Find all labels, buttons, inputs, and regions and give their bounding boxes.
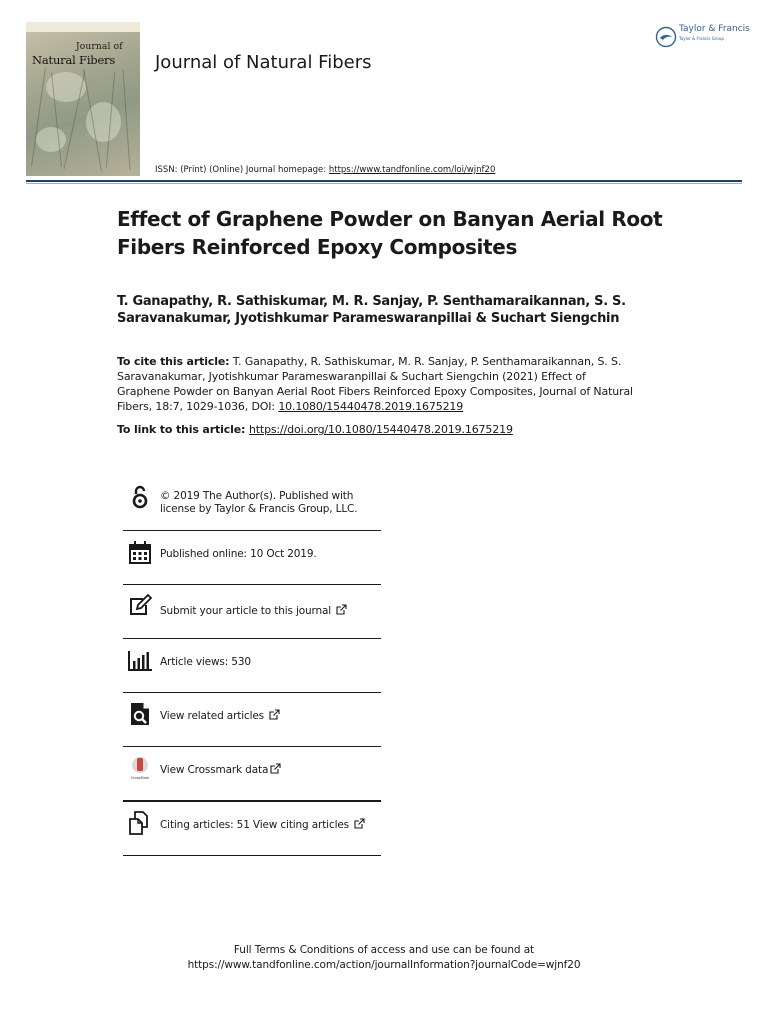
terms-footer <box>0 943 768 973</box>
taylor-francis-logo-icon <box>655 26 677 48</box>
related-articles-link[interactable] <box>160 709 280 723</box>
calendar-icon <box>127 539 153 565</box>
header-rule <box>26 180 742 182</box>
article-link-line <box>117 423 513 436</box>
publisher-logo-sub-text: Taylor & Francis Group <box>679 36 724 41</box>
citing-articles-icon <box>127 810 153 836</box>
journal-title: Journal of Natural Fibers <box>155 52 372 73</box>
citation-label: To cite this article: <box>117 355 230 368</box>
submit-article-label: Submit your article to this journal <box>160 605 332 617</box>
crossmark-row[interactable] <box>123 747 381 802</box>
header-rule-thin <box>26 183 742 184</box>
journal-cover-image <box>26 22 140 176</box>
publisher-logo[interactable] <box>655 24 750 48</box>
crossmark-icon <box>127 755 153 781</box>
related-articles-label: View related articles <box>160 710 264 722</box>
article-info-list <box>123 478 381 856</box>
citation-doi-link[interactable]: 10.1080/15440478.2019.1675219 <box>278 400 464 413</box>
crossmark-icon-label: CrossMark <box>130 776 150 780</box>
license-line-1: © 2019 The Author(s). Published with <box>160 490 354 502</box>
footer-terms-link[interactable]: https://www.tandfonline.com/action/journalInformation?journalCode=wjnf20 <box>187 959 581 971</box>
article-doi-link[interactable]: https://doi.org/10.1080/15440478.2019.1675219 <box>248 423 513 436</box>
crossmark-label: View Crossmark data <box>160 764 269 776</box>
external-link-icon <box>269 709 280 720</box>
citation-block <box>117 354 637 414</box>
license-text <box>160 490 357 516</box>
issn-prefix: ISSN: (Print) (Online) Journal homepage: <box>155 165 329 175</box>
cover-texture <box>86 102 121 142</box>
footer-line-1: Full Terms & Conditions of access and use can be found at <box>233 944 535 956</box>
external-link-icon <box>354 818 365 829</box>
article-title: Effect of Graphene Powder on Banyan Aerial Root Fibers Reinforced Epoxy Composites <box>117 207 663 259</box>
cover-top-strip <box>26 22 140 32</box>
external-link-icon <box>336 604 347 615</box>
edit-icon <box>127 593 153 619</box>
cover-texture <box>36 127 66 152</box>
related-row[interactable] <box>123 693 381 747</box>
views-row <box>123 639 381 693</box>
cover-fiber-line <box>123 70 131 170</box>
license-row <box>123 478 381 531</box>
external-link-icon <box>270 763 281 774</box>
crossmark-link[interactable] <box>160 763 281 777</box>
citing-articles-link[interactable] <box>160 818 365 832</box>
citing-articles-label: Citing articles: 51 View citing articles <box>160 819 349 831</box>
journal-homepage-link[interactable]: https://www.tandfonline.com/loi/wjnf20 <box>328 165 496 175</box>
published-row <box>123 531 381 585</box>
search-document-icon <box>127 701 153 727</box>
published-date: Published online: 10 Oct 2019. <box>160 548 317 560</box>
citing-row[interactable] <box>123 802 381 856</box>
bar-chart-icon <box>127 647 153 673</box>
article-authors: T. Ganapathy, R. Sathiskumar, M. R. Sanjay, P. Senthamaraikannan, S. S. Saravanakumar, Jyotishkumar Parameswaranpillai & Suchart Siengchin <box>117 294 626 326</box>
submit-article-link[interactable] <box>160 604 347 618</box>
article-views: Article views: 530 <box>160 656 251 668</box>
publisher-logo-main-text: Taylor & Francis <box>679 24 750 34</box>
open-access-icon <box>127 484 153 510</box>
article-link-label: To link to this article: <box>117 423 249 436</box>
cover-journal-word: Journal of <box>76 42 123 52</box>
cover-title: Natural Fibers <box>32 53 116 67</box>
license-line-2: license by Taylor & Francis Group, LLC. <box>160 503 358 515</box>
cover-fiber-line <box>31 67 46 166</box>
issn-line <box>155 165 495 175</box>
citation-text: T. Ganapathy, R. Sathiskumar, M. R. Sanjay, P. Senthamaraikannan, S. S. Saravanakumar, Jyotishkumar Parameswaranpillai & Suchart Siengchin (2021) Effect of Graphene Powder on Banyan Aerial Root Fibers Reinforced Epoxy Composites, Journal of Natural Fibers, 18:7, 1029-1036, DOI: <box>117 355 633 413</box>
submit-row[interactable] <box>123 585 381 639</box>
